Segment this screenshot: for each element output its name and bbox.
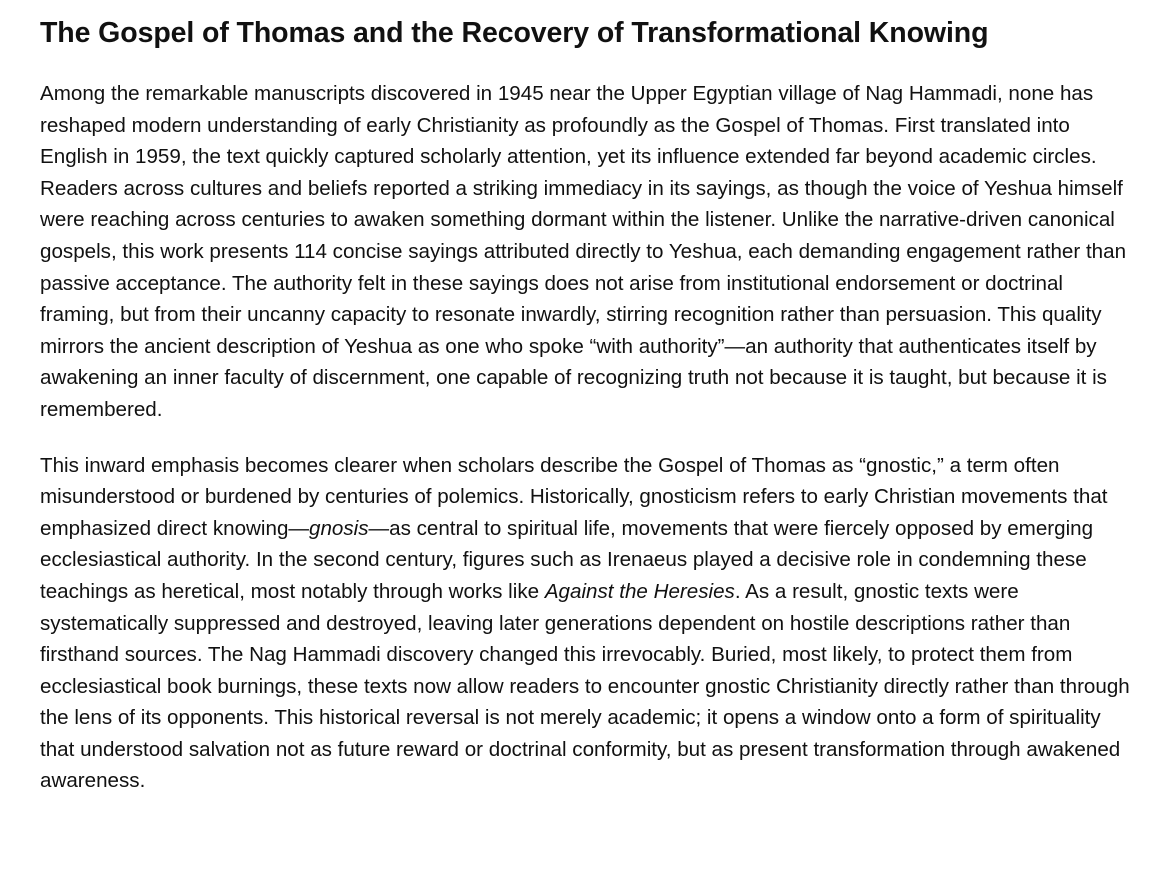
book-title-emphasis: Against the Heresies	[544, 579, 735, 603]
document-page	[40, 0, 1130, 797]
paragraph-2	[40, 450, 1130, 798]
paragraph-2-text-3: . As a result, gnostic texts were systematically suppressed and destroyed, leaving later generations dependent on hostile descriptions rather than firsthand sources. The Nag Hammadi discovery changed this irrevocably. Buried, most likely, to protect them from ecclesiastical book burnings, these texts now allow readers to encounter gnostic Christianity directly rather than through the lens of its opponents. This historical reversal is not merely academic; it opens a window onto a form of spirituality that understood salvation not as future reward or doctrinal conformity, but as present transformation through awakened awareness.	[40, 579, 1130, 793]
paragraph-2-text-2: —as central to spiritual life, movements that were fiercely opposed by emerging ecclesiastical authority. In the second century, figures such as Irenaeus played a decisive role in condemning these teachings as heretical, most notably through works like	[40, 516, 1094, 603]
paragraph-1: Among the remarkable manuscripts discovered in 1945 near the Upper Egyptian village of Nag Hammadi, none has reshaped modern understanding of early Christianity as profoundly as the Gospel of Thomas. First translated into English in 1959, the text quickly captured scholarly attention, yet its influence extended far beyond academic circles. Readers across cultures and beliefs reported a striking immediacy in its sayings, as though the voice of Yeshua himself were reaching across centuries to awaken something dormant within the listener. Unlike the narrative-driven canonical gospels, this work presents 114 concise sayings attributed directly to Yeshua, each demanding engagement rather than passive acceptance. The authority felt in these sayings does not arise from institutional endorsement or doctrinal framing, but from their uncanny capacity to resonate inwardly, stirring recognition rather than persuasion. This quality mirrors the ancient description of Yeshua as one who spoke “with authority”—an authority that authenticates itself by awakening an inner faculty of discernment, one capable of recognizing truth not because it is taught, but because it is remembered.	[40, 82, 1127, 421]
paragraph-2-text-1: This inward emphasis becomes clearer when scholars describe the Gospel of Thomas as “gnostic,” a term often misunderstood or burdened by centuries of polemics. Historically, gnosticism refers to early Christian movements that emphasized direct knowing—	[40, 453, 1108, 540]
gnosis-emphasis: gnosis	[309, 516, 369, 540]
document-title: The Gospel of Thomas and the Recovery of Transformational Knowing	[40, 17, 989, 49]
